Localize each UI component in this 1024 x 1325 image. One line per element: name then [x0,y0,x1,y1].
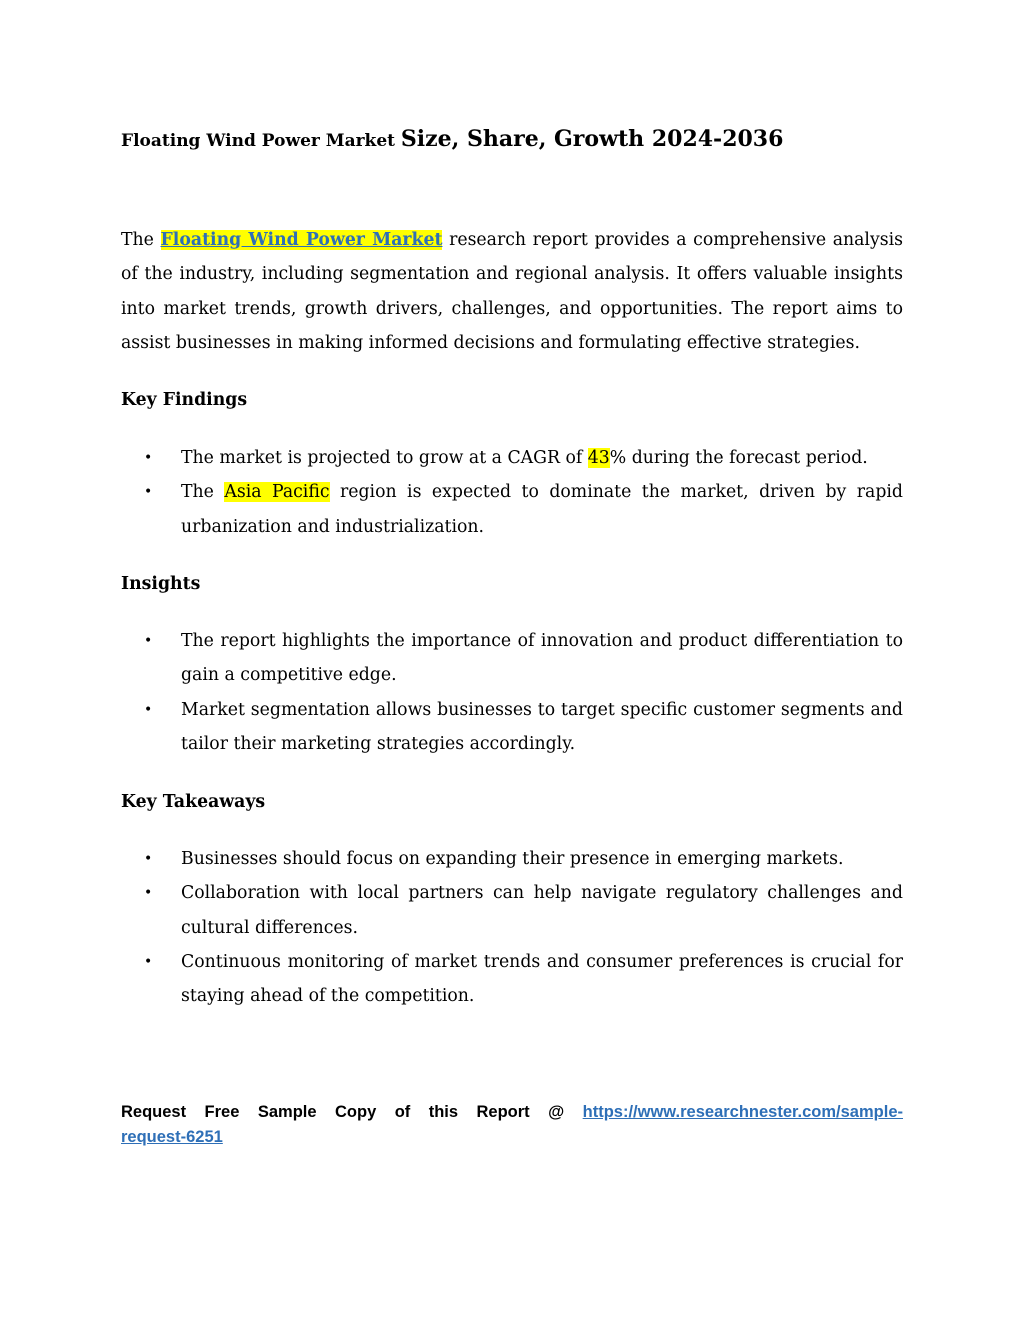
list-item [121,876,903,945]
list-item [121,842,903,876]
bullet-icon: • [144,885,153,902]
sample-request-link[interactable]: https://www.researchnester.com/sample-request-6251 [121,1103,903,1146]
takeaway-text: Businesses should focus on expanding their presence in emerging markets. [181,849,844,869]
region-name: Asia Pacific [224,482,330,503]
insights-heading: Insights [121,574,201,594]
bullet-icon: • [144,633,153,649]
key-takeaways-list [121,842,903,1013]
takeaway-text: Collaboration with local partners can help navigate regulatory challenges and cultural differences. [181,883,903,938]
intro-text: research report provides a comprehensive analysis of the industry, including segmentation and regional analysis. It offers valuable insights into market trends, growth drivers, challenges, and opportunities. The report aims to assist businesses in making informed decisions and formulating effective strategies. [121,230,903,353]
list-item [121,441,903,475]
key-findings-list [121,441,903,544]
cagr-value: 43 [587,448,610,468]
list-item [121,475,903,544]
title-market-name: Floating Wind Power Market [121,131,401,151]
bullet-icon: • [144,851,153,867]
list-item [121,945,903,1014]
insight-text: Market segmentation allows businesses to target specific customer segments and tailor their marketing strategies accordingly. [181,699,903,754]
bullet-icon: • [144,701,153,718]
insight-text: The report highlights the importance of innovation and product differentiation to gain a competitive edge. [181,631,903,686]
market-link[interactable]: Floating Wind Power Market [160,230,443,250]
finding-text-suffix: region is expected to dominate the market, driven by rapid urbanization and industrialization. [181,482,903,537]
finding-text-prefix: The market is projected to grow at a CAGR of [181,448,588,468]
finding-text-prefix: The [181,482,225,503]
intro-paragraph [121,223,903,360]
insights-list [121,624,903,761]
bullet-icon: • [144,484,153,501]
takeaway-text: Continuous monitoring of market trends and consumer preferences is crucial for staying ahead of the competition. [181,951,903,1007]
bullet-icon: • [144,953,153,970]
finding-text-suffix: % during the forecast period. [609,448,868,468]
list-item [121,693,903,762]
key-takeaways-heading: Key Takeaways [121,792,266,812]
request-label: Request Free Sample Copy of this Report @ [121,1103,583,1121]
title-subtitle: Size, Share, Growth 2024-2036 [400,126,784,152]
key-findings-heading: Key Findings [121,390,248,410]
intro-prefix: The [121,230,161,250]
bullet-icon: • [144,450,153,466]
sample-request-line [121,1100,903,1150]
document-title [121,115,903,161]
list-item [121,624,903,693]
